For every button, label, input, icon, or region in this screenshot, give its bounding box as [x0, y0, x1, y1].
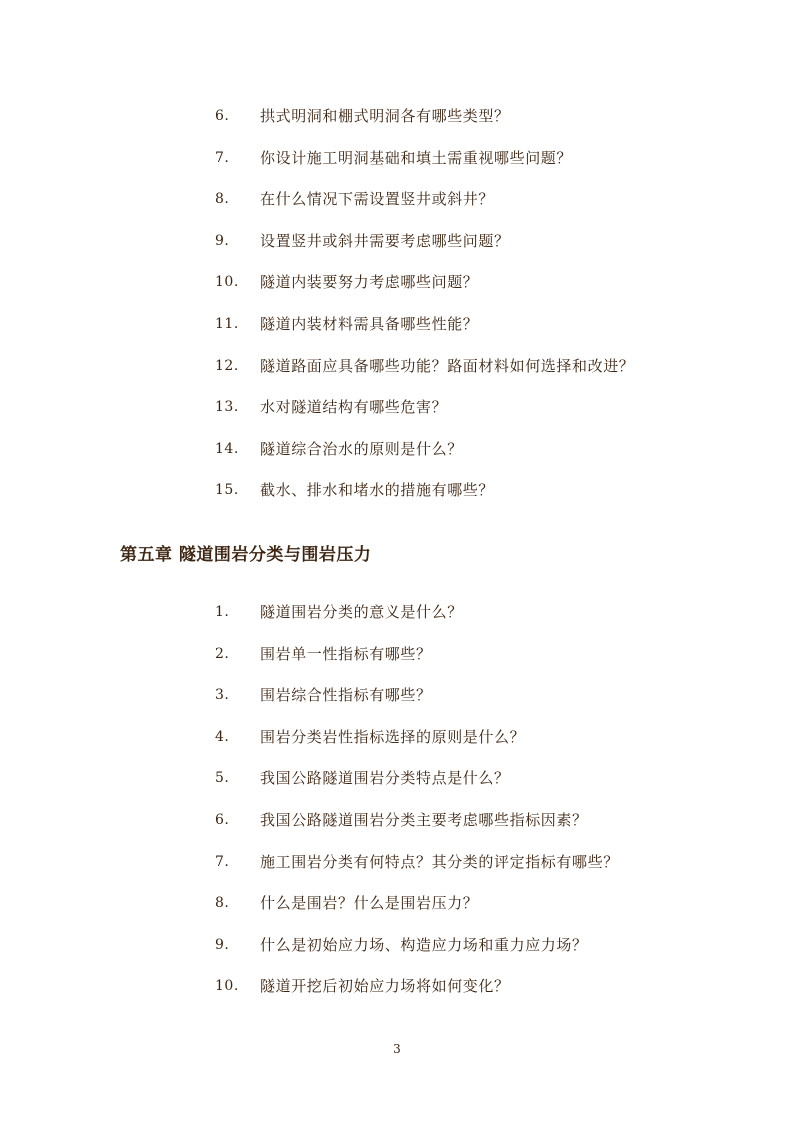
- list-item: [0, 187, 794, 229]
- item-text: 隧道开挖后初始应力场将如何变化？: [260, 977, 510, 996]
- item-text: 隧道内装材料需具备哪些性能？: [260, 314, 479, 333]
- item-text: 设置竖井或斜井需要考虑哪些问题？: [260, 231, 510, 250]
- list-item: [0, 891, 794, 933]
- item-number: 4.: [215, 728, 230, 745]
- item-number: 7.: [215, 853, 230, 870]
- item-text: 水对隧道结构有哪些危害？: [260, 398, 448, 417]
- question-list-chapter-4: [0, 104, 794, 520]
- list-item: [0, 437, 794, 479]
- item-text: 我国公路隧道围岩分类特点是什么？: [260, 769, 510, 788]
- list-item: [0, 395, 794, 437]
- item-text: 截水、排水和堵水的措施有哪些？: [260, 481, 495, 500]
- item-number: 9.: [215, 232, 230, 249]
- item-number: 9.: [215, 936, 230, 953]
- item-text: 什么是围岩？什么是围岩压力？: [260, 894, 479, 913]
- item-text: 围岩分类岩性指标选择的原则是什么？: [260, 727, 526, 746]
- item-text: 在什么情况下需设置竖井或斜井？: [260, 190, 495, 209]
- list-item: [0, 104, 794, 146]
- item-number: 10.: [215, 274, 239, 291]
- item-number: 3.: [215, 687, 230, 704]
- list-item: [0, 642, 794, 684]
- list-item: [0, 270, 794, 312]
- list-item: [0, 229, 794, 271]
- list-item: [0, 478, 794, 520]
- list-item: [0, 933, 794, 975]
- list-item: [0, 354, 794, 396]
- item-text: 隧道综合治水的原则是什么？: [260, 439, 463, 458]
- item-text: 拱式明洞和棚式明洞各有哪些类型？: [260, 107, 510, 125]
- item-text: 什么是初始应力场、构造应力场和重力应力场？: [260, 935, 588, 954]
- item-number: 14.: [215, 440, 239, 457]
- item-number: 8.: [215, 895, 230, 912]
- item-number: 7.: [215, 149, 230, 166]
- item-number: 10.: [215, 978, 239, 995]
- item-number: 13.: [215, 399, 239, 416]
- list-item: [0, 600, 794, 642]
- item-text: 你设计施工明洞基础和填土需重视哪些问题？: [260, 148, 573, 167]
- item-text: 施工围岩分类有何特点？其分类的评定指标有哪些？: [260, 852, 619, 871]
- list-item: [0, 766, 794, 808]
- item-text: 隧道围岩分类的意义是什么？: [260, 603, 463, 621]
- item-text: 围岩单一性指标有哪些？: [260, 644, 432, 663]
- item-number: 11.: [215, 315, 239, 332]
- list-item: [0, 312, 794, 354]
- page-number: 3: [393, 1042, 401, 1056]
- list-item: [0, 725, 794, 767]
- list-item: [0, 808, 794, 850]
- item-text: 围岩综合性指标有哪些？: [260, 686, 432, 705]
- item-number: 5.: [215, 770, 230, 787]
- item-number: 2.: [215, 645, 230, 662]
- list-item: [0, 146, 794, 188]
- item-number: 6.: [215, 108, 230, 124]
- chapter-heading: 第五章 隧道围岩分类与围岩压力: [120, 545, 372, 565]
- list-item: [0, 683, 794, 725]
- question-list-chapter-5: [0, 600, 794, 1016]
- list-item: [0, 850, 794, 892]
- item-number: 1.: [215, 604, 230, 620]
- item-number: 15.: [215, 482, 239, 499]
- item-number: 6.: [215, 811, 230, 828]
- item-text: 隧道内装要努力考虑哪些问题？: [260, 273, 479, 292]
- list-item: [0, 974, 794, 1016]
- item-text: 我国公路隧道围岩分类主要考虑哪些指标因素？: [260, 810, 588, 829]
- item-number: 12.: [215, 357, 239, 374]
- item-number: 8.: [215, 191, 230, 208]
- item-text: 隧道路面应具备哪些功能？路面材料如何选择和改进？: [260, 356, 635, 375]
